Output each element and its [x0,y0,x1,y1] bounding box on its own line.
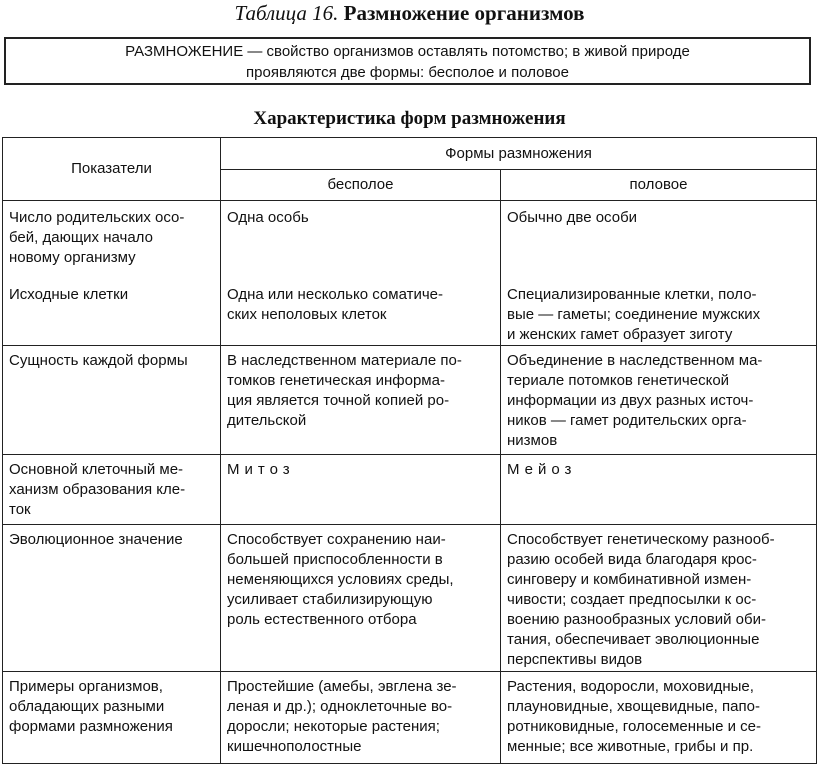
definition-line-1: РАЗМНОЖЕНИЕ — свойство организмов оставлять потомство; в живой природе [125,43,690,60]
cell-line: новому организму [9,249,136,266]
indicator-cell [3,346,221,455]
cell-line: большей приспособленности в [227,551,443,568]
table-row [3,346,817,455]
cell-line: Одна особь [227,209,309,226]
cell-line: Обычно две особи [507,209,638,226]
cell-line: тания, обеспечивает эволюционные [507,631,760,648]
header-forms: Формы размножения [221,138,817,170]
cell-line: бей, дающих начало [9,229,153,246]
cell-line: Способствует сохранению наи- [227,531,446,548]
cell-line: Число родительских осо- [9,209,185,226]
cell-line: ханизм образования кле- [9,481,186,498]
definition-box [4,37,811,85]
cell-line: ских неполовых клеток [227,306,387,323]
indicator-cell [3,672,221,764]
cell-line: ротниковидные, голосеменные и се- [507,718,761,735]
cell-line: воению разнообразных условий оби- [507,611,766,628]
meiosis-label: Мейоз [507,461,577,478]
asexual-cell [221,525,501,672]
sexual-cell [501,201,817,346]
asexual-cell [221,672,501,764]
cell-line: неменяющихся условиях среды, [227,571,454,588]
cell-line: Исходные клетки [9,286,129,303]
cell-line: Эволюционное значение [9,531,183,548]
cell-line: ция является точной копией ро- [227,392,450,409]
mitosis-label: Митоз [227,461,295,478]
page-title [0,0,819,26]
cell-line: вые — гаметы; соединение мужских [507,306,761,323]
cell-line: разию особей вида благодаря крос- [507,551,757,568]
sexual-cell [501,525,817,672]
cell-line: формами размножения [9,718,173,735]
cell-line: кишечнополостные [227,738,362,755]
asexual-cell [221,201,501,346]
cell-line: доросли; некоторые растения; [227,718,440,735]
cell-line: перспективы видов [507,651,643,668]
cell-line: Объединение в наследственном ма- [507,352,763,369]
header-sexual: половое [501,170,817,201]
cell-line: Специализированные клетки, поло- [507,286,757,303]
cell-line: Простейшие (амебы, эвглена зе- [227,678,457,695]
cell-line: и женских гамет образует зиготу [507,326,733,343]
sexual-cell [501,672,817,764]
table-row [3,525,817,672]
cell-line: ток [9,501,31,518]
asexual-cell [221,346,501,455]
cell-line: роль естественного отбора [227,611,417,628]
cell-line: Одна или несколько соматиче- [227,286,443,303]
table-title: Размножение организмов [343,1,585,25]
indicator-cell [3,525,221,672]
cell-line: томков генетическая информа- [227,372,445,389]
indicator-cell [3,455,221,525]
cell-line: низмов [507,432,558,449]
reproduction-table [2,137,817,764]
sexual-cell [501,346,817,455]
table-row [3,455,817,525]
cell-line: ников — гамет родительских орга- [507,412,747,429]
cell-line: обладающих разными [9,698,165,715]
cell-line: В наследственном материале по- [227,352,462,369]
cell-line: менные; все животные, грибы и пр. [507,738,754,755]
cell-line: дительской [227,412,307,429]
definition-line-2: проявляются две формы: бесполое и половое [246,64,569,81]
asexual-cell [221,455,501,525]
cell-line: синговеру и комбинативной измен- [507,571,752,588]
table-row [3,672,817,764]
cell-line: Основной клеточный ме- [9,461,184,478]
cell-line: чивости; создает предпосылки к ос- [507,591,757,608]
cell-line: Растения, водоросли, моховидные, [507,678,754,695]
cell-line: Способствует генетическому разнооб- [507,531,775,548]
table-row [3,201,817,346]
section-title: Характеристика форм размножения [253,108,566,129]
cell-line: плауновидные, хвощевидные, папо- [507,698,760,715]
cell-line: информации из двух разных источ- [507,392,754,409]
cell-line: леная и др.); одноклеточные во- [227,698,453,715]
cell-line: Сущность каждой формы [9,352,188,369]
table-label: Таблица 16. [234,1,339,25]
indicator-cell [3,201,221,346]
cell-line: териале потомков генетической [507,372,730,389]
header-indicators: Показатели [3,138,221,201]
header-asexual: бесполое [221,170,501,201]
sexual-cell [501,455,817,525]
header-row-1 [3,138,817,170]
cell-line: усиливает стабилизирующую [227,591,433,608]
cell-line: Примеры организмов, [9,678,163,695]
